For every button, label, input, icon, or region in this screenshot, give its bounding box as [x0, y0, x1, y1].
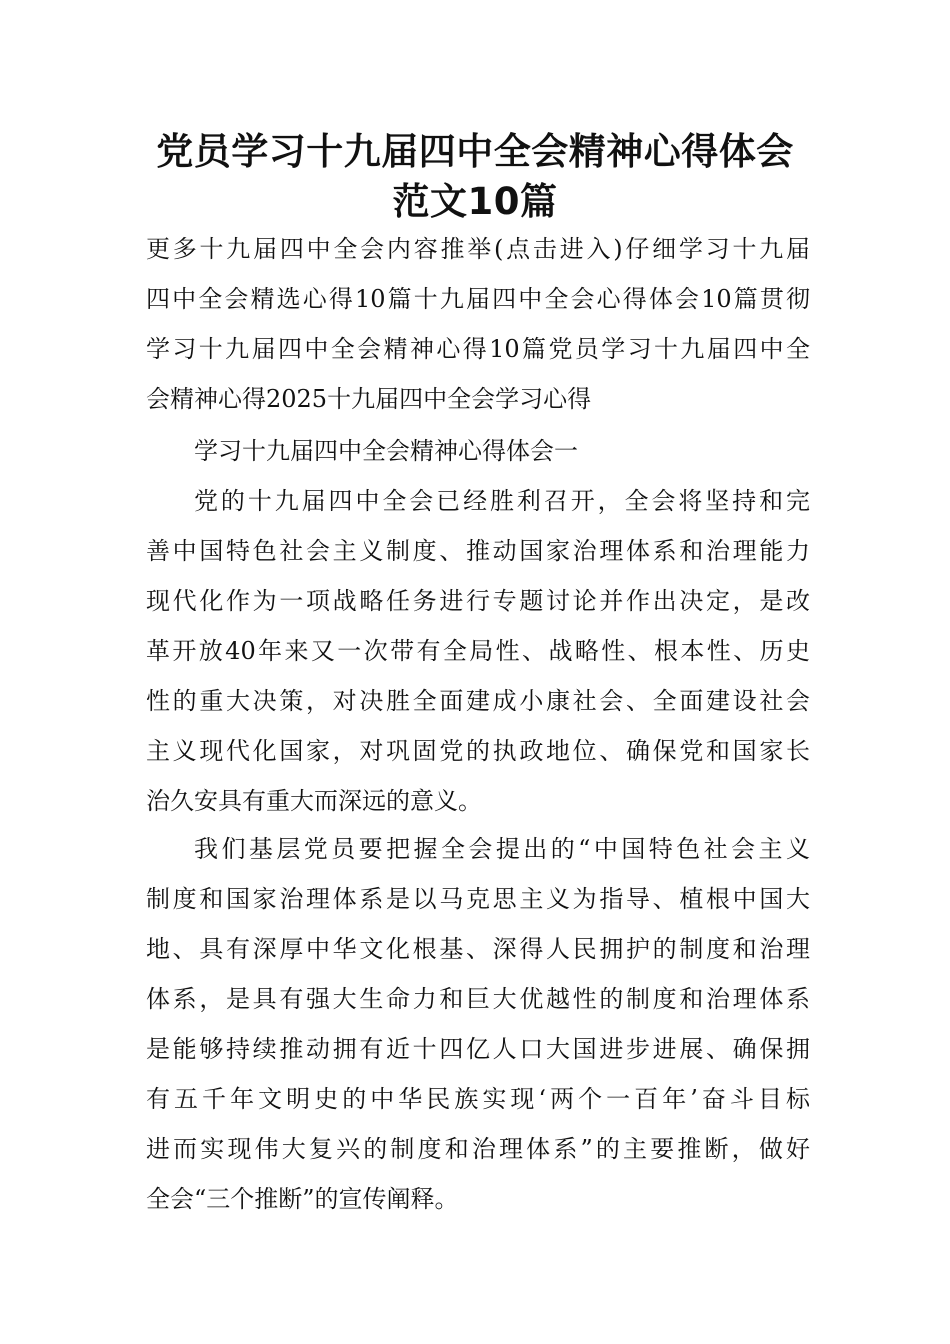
intro-paragraph — [146, 224, 810, 424]
paragraph-line: 现代化作为一项战略任务进行专题讨论并作出决定，是改 — [146, 587, 810, 615]
paragraph-line: 有五千年文明史的中华民族实现‘两个一百年’奋斗目标 — [146, 1085, 810, 1113]
document-title-line-2: 范文10篇 — [392, 180, 558, 223]
paragraph-line: 主义现代化国家，对巩固党的执政地位、确保党和国家长 — [146, 737, 810, 765]
paragraph-line: 性的重大决策，对决胜全面建成小康社会、全面建设社会 — [146, 687, 810, 715]
paragraph-line: 全会“三个推断”的宣传阐释。 — [146, 1185, 459, 1213]
intro-line: 四中全会精选心得10篇十九届四中全会心得体会10篇贯彻 — [146, 285, 810, 313]
document-title-line-1: 党员学习十九届四中全会精神心得体会 — [156, 130, 794, 173]
section-heading-text: 学习十九届四中全会精神心得体会一 — [194, 437, 578, 465]
section-heading — [146, 426, 810, 476]
paragraph-line: 善中国特色社会主义制度、推动国家治理体系和治理能力 — [146, 537, 810, 565]
paragraph-2 — [146, 824, 810, 1224]
paragraph-line: 是能够持续推动拥有近十四亿人口大国进步进展、确保拥 — [146, 1035, 810, 1063]
paragraph-line: 体系，是具有强大生命力和巨大优越性的制度和治理体系 — [146, 985, 810, 1013]
intro-line: 更多十九届四中全会内容推举(点击进入)仔细学习十九届 — [146, 235, 810, 263]
paragraph-line: 制度和国家治理体系是以马克思主义为指导、植根中国大 — [146, 885, 810, 913]
paragraph-line: 进而实现伟大复兴的制度和治理体系”的主要推断，做好 — [146, 1135, 810, 1163]
paragraph-1 — [146, 476, 810, 826]
paragraph-line: 我们基层党员要把握全会提出的“中国特色社会主义 — [194, 835, 810, 863]
paragraph-line: 党的十九届四中全会已经胜利召开，全会将坚持和完 — [194, 487, 810, 515]
intro-line: 学习十九届四中全会精神心得10篇党员学习十九届四中全 — [146, 335, 810, 363]
paragraph-line: 革开放40年来又一次带有全局性、战略性、根本性、历史 — [146, 637, 810, 665]
intro-line: 会精神心得2025十九届四中全会学习心得 — [146, 385, 592, 413]
paragraph-line: 治久安具有重大而深远的意义。 — [146, 787, 482, 815]
paragraph-line: 地、具有深厚中华文化根基、深得人民拥护的制度和治理 — [146, 935, 810, 963]
